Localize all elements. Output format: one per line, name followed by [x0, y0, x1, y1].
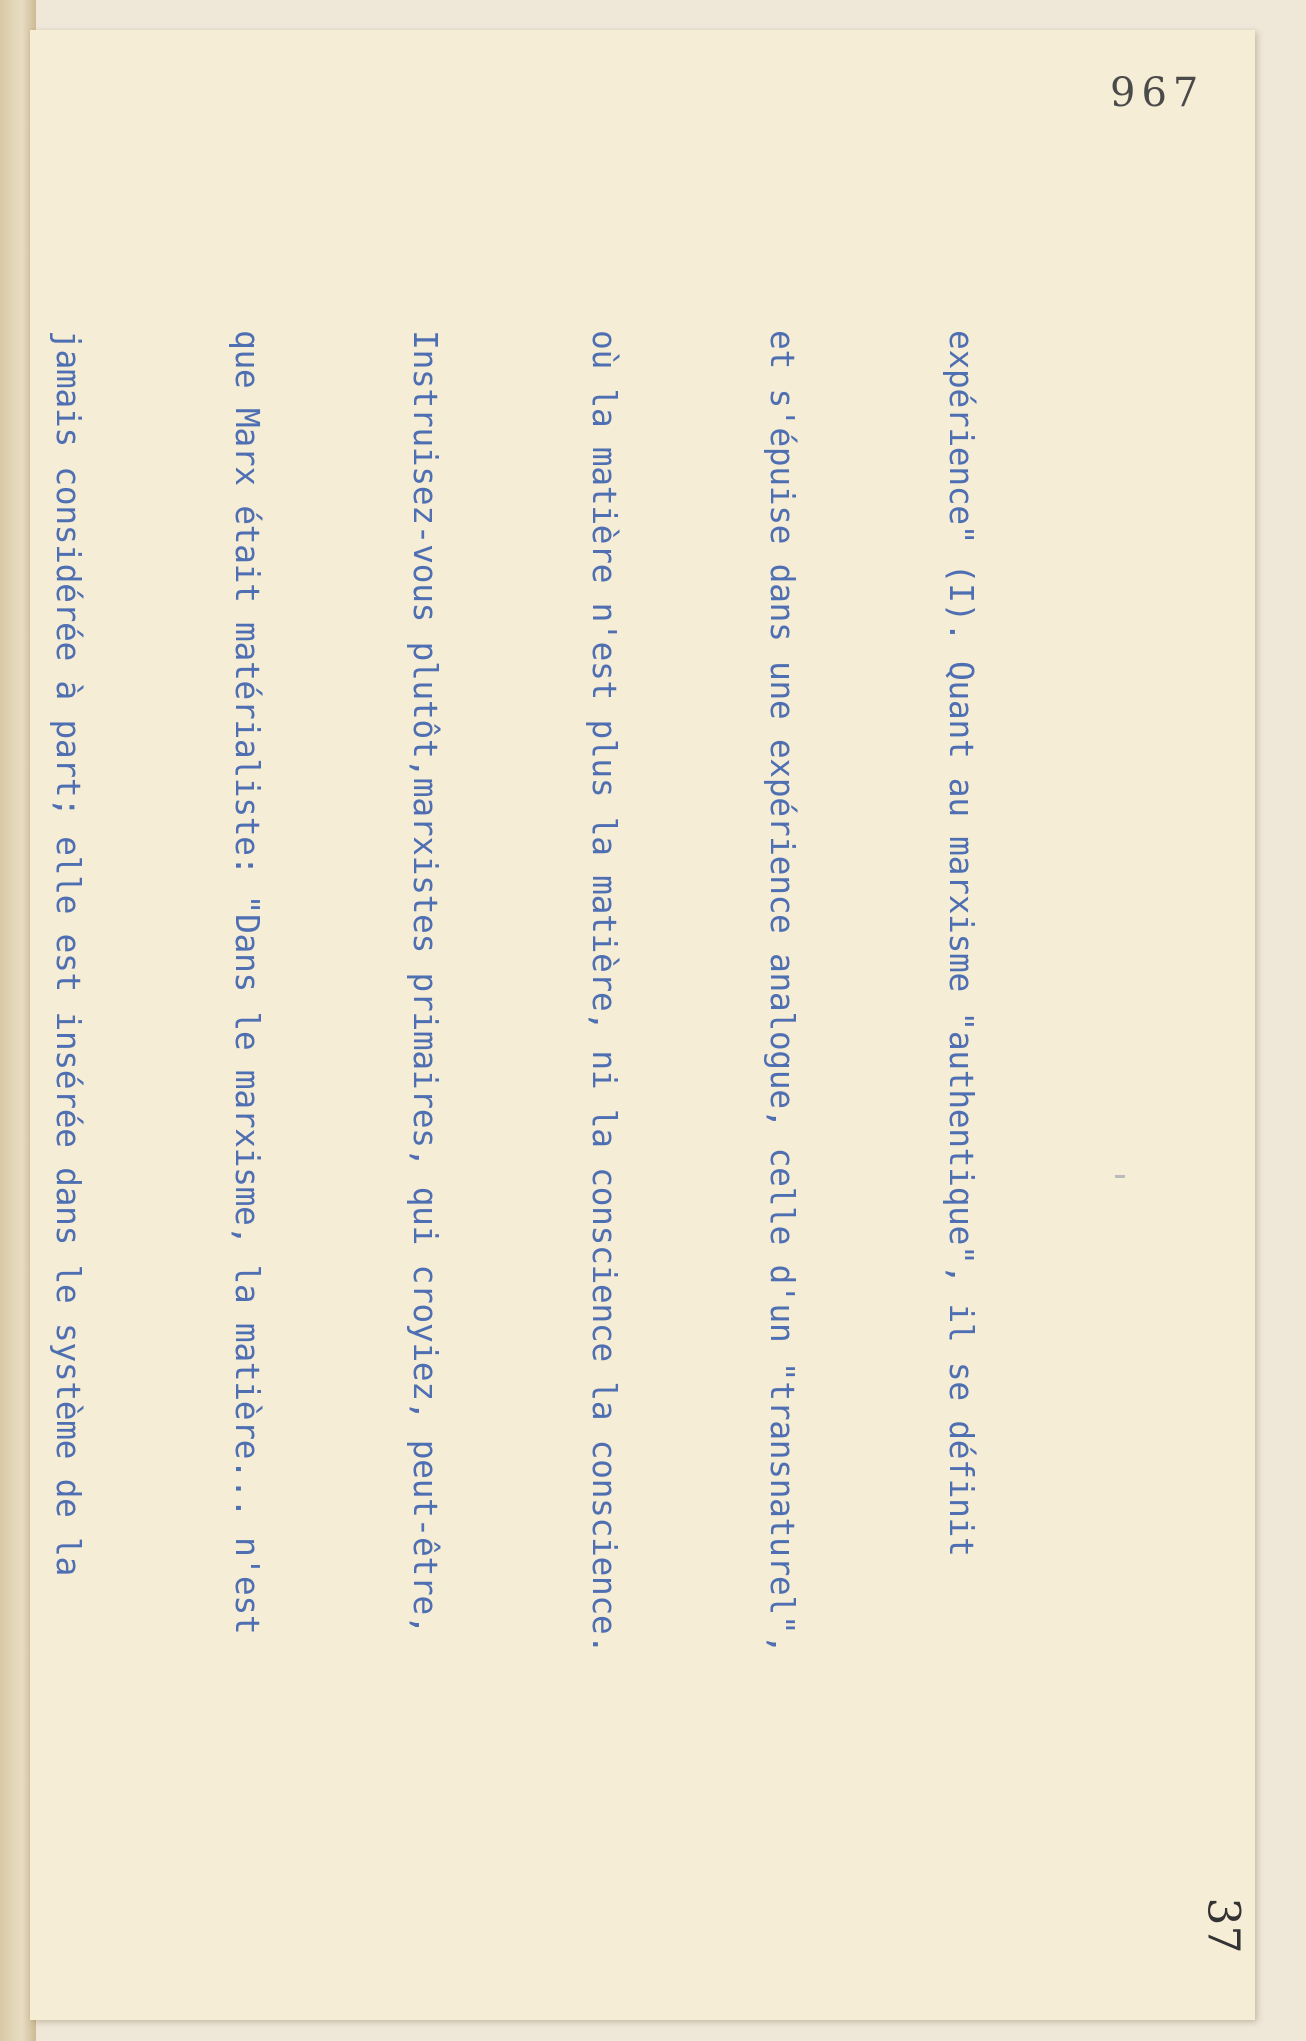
text-line: où la matière n'est plus la matière, ni la conscience la conscience. [585, 330, 624, 1654]
text-line: expérience" (I). Quant au marxisme "authentique", il se définit [942, 330, 981, 1557]
text-line: et s'épuise dans une expérience analogue, celle d'un "transnaturel", [763, 330, 803, 1654]
text-line: Instruisez-vous plutôt,marxistes primaires, qui croyiez, peut-être, [406, 330, 446, 1635]
ink-mark [1115, 1175, 1125, 1178]
typewritten-body [0, 330, 1110, 1930]
page-number: 967 [1110, 70, 1205, 116]
text-line: que Marx était matérialiste: "Dans le marxisme, la matière... n'est [228, 330, 267, 1635]
text-line: jamais considérée à part; elle est insérée dans le système de la [49, 330, 89, 1576]
handwritten-page-mark: 37 [1197, 1897, 1249, 1954]
